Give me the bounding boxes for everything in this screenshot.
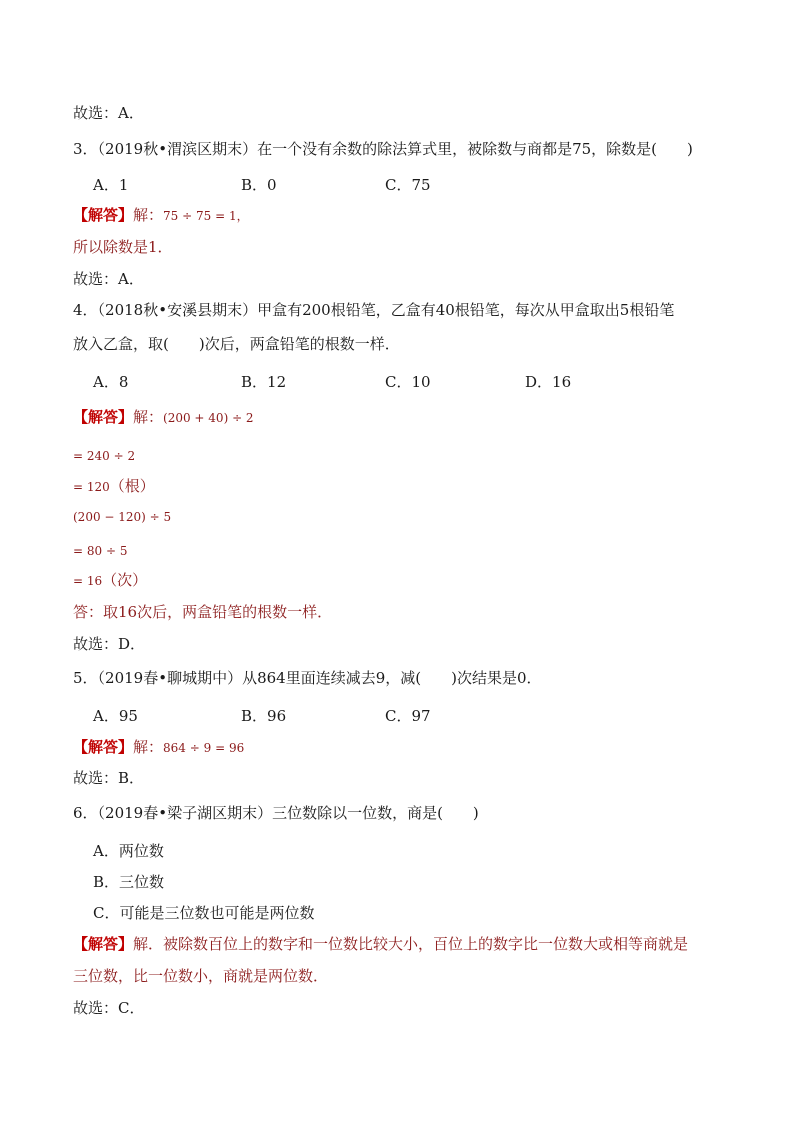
solution-lead: 解：: [133, 738, 164, 756]
solution-lead: 解：: [133, 408, 164, 426]
step-value: = 16: [73, 574, 103, 588]
q6-solution-line-1: [73, 934, 688, 954]
q4-reply: 答：取16次后，两盒铅笔的根数一样．: [73, 603, 333, 621]
q4-solution-step-5: = 80 ÷ 5: [73, 544, 128, 558]
q4-option-d: D．16: [525, 373, 572, 391]
q3-question: 3．（2019秋•渭滨区期末）在一个没有余数的除法算式里，被除数与商都是75，除数是( ): [73, 140, 693, 158]
solution-tag: 【解答】: [73, 738, 134, 756]
q4-option-b: B．12: [241, 373, 287, 391]
solution-step-1: (200 + 40) ÷ 2: [163, 411, 254, 425]
solution-formula: 75 ÷ 75 = 1，: [163, 209, 249, 223]
solution-tag: 【解答】: [73, 408, 134, 426]
q4-option-c: C．10: [385, 373, 431, 391]
q6-option-b: B．三位数: [93, 873, 165, 891]
q4-question-line-2: 放入乙盒，取( )次后，两盒铅笔的根数一样．: [73, 335, 400, 353]
step-unit: （次）: [102, 571, 148, 589]
q5-question: 5．（2019春•聊城期中）从864里面连续减去9，减( )次结果是0．: [73, 669, 542, 687]
solution-formula: 864 ÷ 9 = 96: [163, 741, 245, 755]
q5-option-a: A．95: [93, 707, 138, 725]
q3-solution-line-2: 所以除数是1．: [73, 238, 173, 256]
q3-option-c: C．75: [385, 176, 431, 194]
q2-answer: 故选：A．: [73, 104, 144, 122]
q6-question: 6．（2019春•梁子湖区期末）三位数除以一位数，商是( ): [73, 804, 479, 822]
q6-answer: 故选：C．: [73, 999, 145, 1017]
q6-option-a: A．两位数: [93, 842, 164, 860]
q4-solution-step-3: [73, 476, 155, 497]
q3-answer: 故选：A．: [73, 270, 144, 288]
step-unit: （根）: [109, 477, 155, 495]
q4-solution-step-4: (200 − 120) ÷ 5: [73, 510, 172, 524]
q4-option-a: A．8: [93, 373, 129, 391]
q3-option-a: A．1: [93, 176, 129, 194]
solution-lead: 解：: [133, 206, 164, 224]
q6-solution-line-2: 三位数，比一位数小，商就是两位数．: [73, 967, 329, 985]
step-value: = 120: [73, 480, 110, 494]
q5-option-c: C．97: [385, 707, 431, 725]
q4-solution-step-6: [73, 570, 147, 591]
q4-question-line-1: 4．（2018秋•安溪县期末）甲盒有200根铅笔，乙盒有40根铅笔，每次从甲盒取出5根铅笔: [73, 301, 675, 319]
solution-tag: 【解答】: [73, 935, 134, 953]
solution-tag: 【解答】: [73, 206, 134, 224]
q3-option-b: B．0: [241, 176, 277, 194]
q5-answer: 故选：B．: [73, 769, 145, 787]
q3-solution: [73, 205, 249, 226]
q4-solution: [73, 407, 254, 428]
q6-option-c: C．可能是三位数也可能是两位数: [93, 904, 315, 922]
q4-answer: 故选：D．: [73, 635, 146, 653]
q5-option-b: B．96: [241, 707, 287, 725]
q5-solution: [73, 737, 244, 758]
solution-text: 解．被除数百位上的数字和一位数比较大小，百位上的数字比一位数大或相等商就是: [133, 935, 689, 953]
q4-solution-step-2: = 240 ÷ 2: [73, 449, 136, 463]
